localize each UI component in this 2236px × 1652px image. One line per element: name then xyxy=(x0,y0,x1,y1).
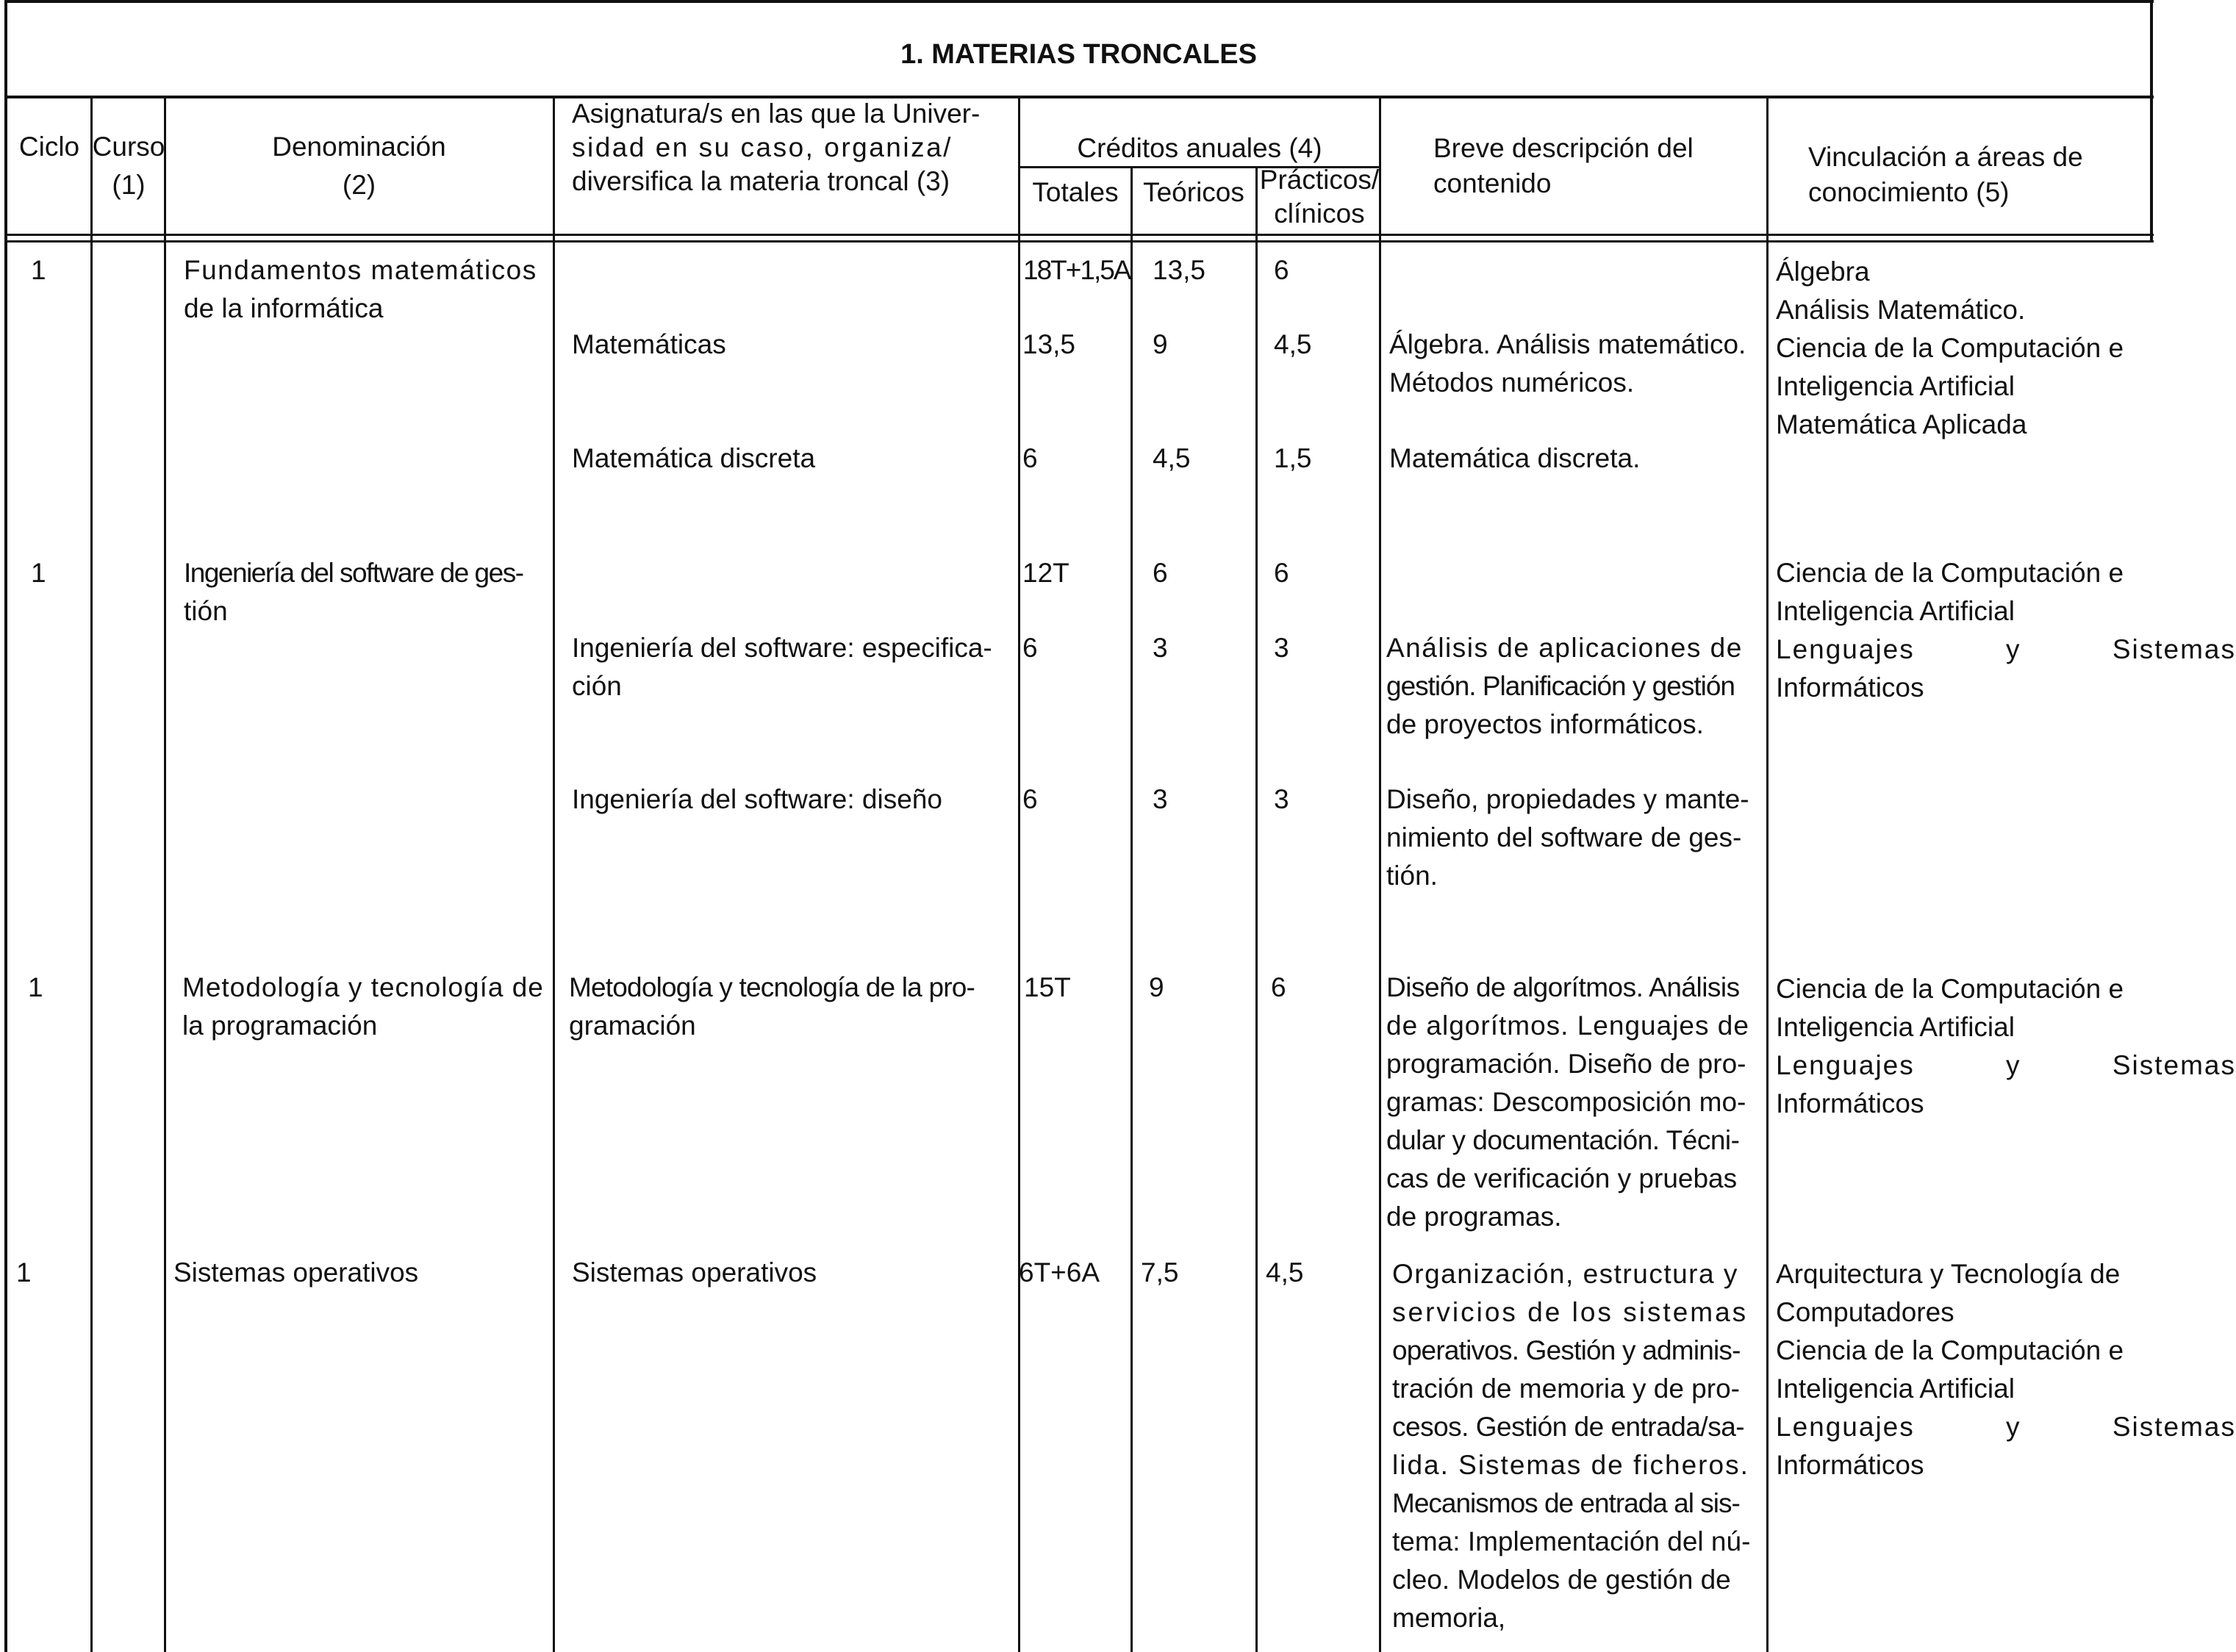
row1-ciclo: 1 xyxy=(31,255,46,285)
row4-area-6: Informáticos xyxy=(1776,1450,1924,1480)
row4-desc-line3: operativos. Gestión y adminis- xyxy=(1392,1335,1741,1365)
header-vinculacion xyxy=(1808,140,2146,210)
row4-area-4: Inteligencia Artificial xyxy=(1776,1373,2015,1404)
row1-sub2-teoricos: 4,5 xyxy=(1153,443,1191,473)
row1-areas xyxy=(1776,253,2151,444)
col-rule-practicos xyxy=(1379,97,1381,1652)
row3-area-2: Inteligencia Artificial xyxy=(1776,1012,2015,1042)
header-practicos-line2: clínicos xyxy=(1274,198,1365,229)
outer-right-border xyxy=(2150,0,2153,243)
header-practicos-line1: Prácticos/ xyxy=(1259,165,1380,195)
row1-area-1: Álgebra xyxy=(1776,256,1870,287)
row2-sub2-name: Ingeniería del software: diseño xyxy=(572,784,942,814)
row2-area-2: Inteligencia Artificial xyxy=(1776,596,2015,626)
col-rule-teoricos xyxy=(1255,168,1258,1652)
header-asignatura-line1: Asignatura/s en las que la Univer- xyxy=(572,98,981,129)
row2-sub2-practicos: 3 xyxy=(1274,784,1289,814)
row1-sub2-descripcion: Matemática discreta. xyxy=(1389,443,1641,473)
row2-denominacion xyxy=(184,554,544,631)
section-title: 1. MATERIAS TRONCALES xyxy=(900,39,1257,70)
header-descripcion-line1: Breve descripción del xyxy=(1433,133,1694,163)
row1-sub1-desc-line2: Métodos numéricos. xyxy=(1389,367,1635,398)
row2-sub1-desc-line2: gestión. Planificación y gestión xyxy=(1386,671,1735,701)
row1-sub1-desc-line1: Álgebra. Análisis matemático. xyxy=(1389,329,1746,359)
row4-areas xyxy=(1776,1255,2236,1484)
row3-desc-line4: gramas: Descomposición mo- xyxy=(1386,1087,1746,1117)
row1-sub2-totales: 6 xyxy=(1022,443,1038,473)
row4-desc-line10: memoria, xyxy=(1392,1603,1506,1633)
header-asignatura-line2: sidad en su caso, organiza/ xyxy=(572,132,953,162)
row2-practicos: 6 xyxy=(1274,558,1289,588)
row2-denominacion-line2: tión xyxy=(184,596,228,626)
row3-denominacion-line1: Metodología y tecnología de xyxy=(182,972,544,1002)
header-descripcion-line2: contenido xyxy=(1433,168,1552,198)
row4-ciclo: 1 xyxy=(16,1257,32,1288)
col-rule-curso xyxy=(164,97,166,1652)
header-denominacion xyxy=(165,128,553,204)
row3-totales: 15T xyxy=(1024,972,1071,1002)
col-rule-ciclo xyxy=(90,97,93,1652)
row3-teoricos: 9 xyxy=(1149,972,1164,1002)
row2-sub1-desc-line3: de proyectos informáticos. xyxy=(1386,709,1704,739)
header-asignatura-line3: diversifica la materia troncal (3) xyxy=(572,166,950,196)
row2-totales: 12T xyxy=(1022,558,1069,588)
header-creditos: Créditos anuales (4) xyxy=(1077,133,1322,163)
header-ciclo: Ciclo xyxy=(18,132,80,162)
row2-sub2-desc-line3: tión. xyxy=(1386,861,1438,891)
row1-area-5: Matemática Aplicada xyxy=(1776,409,2027,439)
row1-sub2-practicos: 1,5 xyxy=(1274,443,1312,473)
row2-teoricos: 6 xyxy=(1153,558,1168,588)
row1-sub1-teoricos: 9 xyxy=(1153,329,1168,359)
row4-descripcion xyxy=(1392,1255,1764,1637)
col-rule-descripcion xyxy=(1766,97,1769,1652)
row3-areas xyxy=(1776,970,2236,1123)
header-practicos xyxy=(1258,163,1381,231)
row3-asignatura-line1: Metodología y tecnología de la pro- xyxy=(569,972,975,1002)
row2-sub2-teoricos: 3 xyxy=(1153,784,1168,814)
row4-desc-line1: Organización, estructura y xyxy=(1392,1259,1738,1289)
row2-areas xyxy=(1776,554,2236,707)
row2-sub1-name-line2: ción xyxy=(572,671,622,701)
title-bottom-rule xyxy=(4,96,2154,98)
row4-area-2: Computadores xyxy=(1776,1297,1954,1327)
row2-sub1-name-line1: Ingeniería del software: especifica- xyxy=(572,633,992,663)
header-bottom-rule-1 xyxy=(4,234,2154,236)
row3-desc-line6: cas de verificación y pruebas xyxy=(1386,1163,1738,1193)
row1-denominacion-line2: de la informática xyxy=(184,293,384,323)
row1-denominacion-line1: Fundamentos matemáticos xyxy=(184,255,537,285)
row2-sub1-practicos: 3 xyxy=(1274,633,1289,663)
row3-desc-line1: Diseño de algorítmos. Análisis xyxy=(1386,972,1740,1002)
row4-desc-line6: lida. Sistemas de ficheros. xyxy=(1392,1450,1749,1480)
row2-sub2-descripcion xyxy=(1386,780,1761,895)
row2-area-1: Ciencia de la Computación e xyxy=(1776,558,2124,588)
outer-top-border xyxy=(4,0,2154,3)
row1-totales: 18T+1,5A xyxy=(1023,255,1130,285)
row2-area-4: Informáticos xyxy=(1776,672,1924,703)
col-rule-denominacion xyxy=(553,97,555,1652)
row3-desc-line7: de programas. xyxy=(1386,1202,1562,1232)
header-totales: Totales xyxy=(1032,177,1119,207)
row2-sub2-desc-line1: Diseño, propiedades y mante- xyxy=(1386,784,1749,814)
row3-desc-line5: dular y documentación. Técni- xyxy=(1386,1125,1740,1155)
row4-area-1: Arquitectura y Tecnología de xyxy=(1776,1259,2121,1289)
row3-asignatura-line2: gramación xyxy=(569,1010,696,1041)
row3-area-1: Ciencia de la Computación e xyxy=(1776,974,2124,1004)
row3-denominacion xyxy=(182,969,550,1045)
row2-ciclo: 1 xyxy=(31,558,46,588)
row1-practicos: 6 xyxy=(1274,255,1289,285)
row4-area-3: Ciencia de la Computación e xyxy=(1776,1335,2124,1365)
header-denominacion-line1: Denominación xyxy=(272,132,446,162)
header-asignatura xyxy=(572,97,1013,198)
row3-desc-line2: de algorítmos. Lenguajes de xyxy=(1386,1010,1749,1041)
row2-denominacion-line1: Ingeniería del software de ges- xyxy=(184,558,523,588)
header-vinculacion-line2: conocimiento (5) xyxy=(1808,177,2010,207)
row4-desc-line4: tración de memoria y de pro- xyxy=(1392,1373,1740,1404)
row1-area-2: Análisis Matemático. xyxy=(1776,295,2026,325)
row2-sub1-name xyxy=(572,629,1013,705)
row2-sub1-descripcion xyxy=(1386,629,1761,744)
row3-area-4: Informáticos xyxy=(1776,1088,1924,1118)
row1-sub1-practicos: 4,5 xyxy=(1274,329,1312,359)
row3-desc-line3: programación. Diseño de pro- xyxy=(1386,1049,1746,1079)
row2-sub2-desc-line2: nimiento del software de ges- xyxy=(1386,822,1742,852)
row1-sub1-name: Matemáticas xyxy=(572,329,726,359)
row4-area-5: Lenguajes y Sistemas xyxy=(1776,1412,2236,1442)
row2-sub2-totales: 6 xyxy=(1022,784,1038,814)
header-curso xyxy=(88,128,169,204)
row4-asignatura: Sistemas operativos xyxy=(572,1257,817,1288)
row3-asignatura xyxy=(569,969,1014,1045)
header-descripcion xyxy=(1433,131,1757,201)
row3-practicos: 6 xyxy=(1271,972,1286,1002)
row4-desc-line7: Mecanismos de entrada al sis- xyxy=(1392,1488,1740,1518)
row1-teoricos: 13,5 xyxy=(1153,255,1206,285)
row1-sub2-name: Matemática discreta xyxy=(572,443,816,473)
header-curso-line2: (1) xyxy=(112,170,146,200)
row2-sub1-desc-line1: Análisis de aplicaciones de xyxy=(1386,633,1743,663)
row4-totales: 6T+6A xyxy=(1019,1257,1100,1288)
row4-desc-line9: cleo. Modelos de gestión de xyxy=(1392,1565,1731,1595)
row2-sub1-totales: 6 xyxy=(1022,633,1038,663)
col-rule-totales xyxy=(1130,168,1133,1652)
row4-teoricos: 7,5 xyxy=(1141,1257,1179,1288)
header-curso-line1: Curso xyxy=(92,132,165,162)
row3-descripcion xyxy=(1386,969,1761,1236)
row1-sub1-descripcion xyxy=(1389,326,1764,402)
row1-area-3: Ciencia de la Computación e xyxy=(1776,333,2124,363)
row4-desc-line8: tema: Implementación del nú- xyxy=(1392,1526,1751,1556)
header-vinculacion-line1: Vinculación a áreas de xyxy=(1808,142,2083,172)
row4-desc-line5: cesos. Gestión de entrada/sa- xyxy=(1392,1412,1745,1442)
col-rule-asignatura xyxy=(1018,97,1020,1652)
row3-area-3: Lenguajes y Sistemas xyxy=(1776,1050,2236,1080)
header-bottom-rule-2 xyxy=(4,240,2154,243)
row2-area-3: Lenguajes y Sistemas xyxy=(1776,634,2236,664)
row1-area-4: Inteligencia Artificial xyxy=(1776,371,2015,401)
row4-practicos: 4,5 xyxy=(1266,1257,1304,1288)
row2-sub1-teoricos: 3 xyxy=(1153,633,1168,663)
row4-desc-line2: servicios de los sistemas xyxy=(1392,1297,1749,1327)
row3-denominacion-line2: la programación xyxy=(182,1010,378,1041)
row1-sub1-totales: 13,5 xyxy=(1022,329,1076,359)
row4-denominacion: Sistemas operativos xyxy=(173,1257,419,1288)
row1-denominacion xyxy=(184,251,544,328)
row3-ciclo: 1 xyxy=(28,972,43,1002)
header-teoricos: Teóricos xyxy=(1143,177,1244,207)
outer-left-border xyxy=(4,0,7,1652)
header-denominacion-line2: (2) xyxy=(342,170,376,200)
